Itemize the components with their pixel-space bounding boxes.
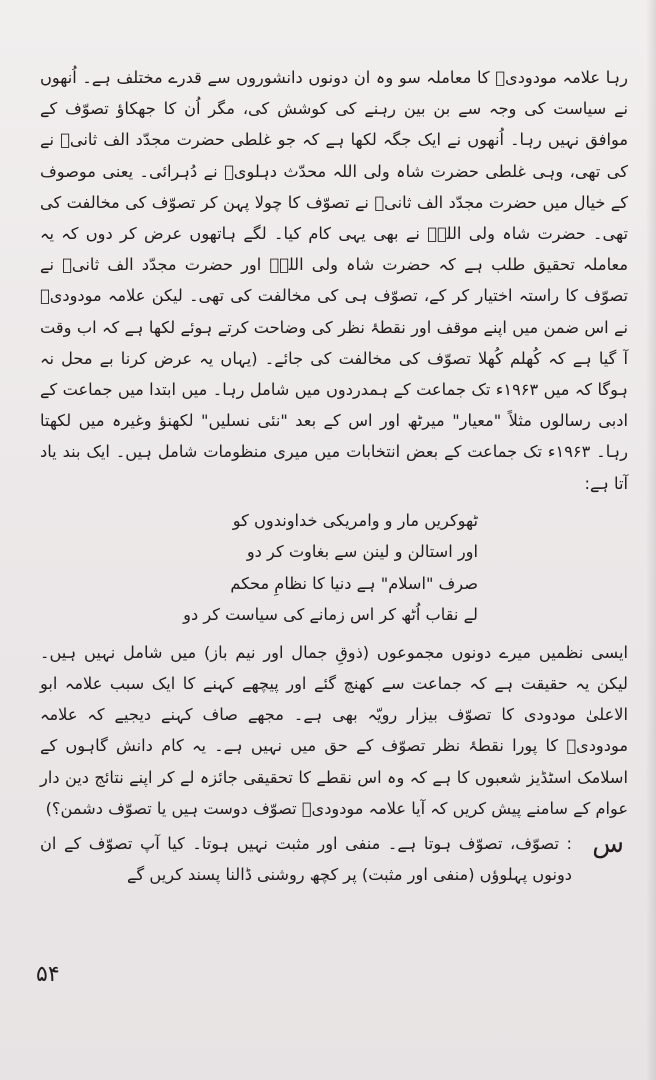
verse-line: اور استالن و لینن سے بغاوت کر دو: [246, 542, 478, 562]
page-number: ۵۴: [36, 962, 60, 987]
verse-line: صرف "اسلام" ہے دنیا کا نظامِ محکم: [230, 573, 478, 593]
question-marker: س: [592, 829, 624, 860]
page-edge-shadow: [646, 0, 656, 1080]
question-text: : تصوّف، تصوّف ہوتا ہے۔ منفی اور مثبت نہیں ہوتا۔ کیا آپ تصوّف کے ان دونوں پہلوؤں (منفی اور مثبت) پر کچھ روشنی ڈالنا پسند کریں گے: [40, 834, 572, 885]
paragraph: ایسی نظمیں میرے دونوں مجموعوں (ذوقِ جمال اور نیم باز) میں شامل نہیں ہیں۔ لیکن یہ حقیقت ہے کہ جماعت سے کھنچ گئے اور پیچھے کہنے کا ایک سبب علامہ ابو الاعلیٰ مودودی کا تصوّف بیزار رویّہ بھی ہے۔ مجھے صاف کہنے دیجیے کہ علامہ مودودیؒ کا پورا نقطۂ نظر تصوّف کے حق میں نہیں ہے۔ یہ کام دانش گاہوں کے اسلامک اسٹڈیز شعبوں کا ہے کہ وہ اس نقطے کا تحقیقی جائزہ لے کر اپنے نتائج دین دار عوام کے سامنے پیش کریں کہ آیا علامہ مودودیؒ تصوّف دوست ہیں یا تصوّف دشمن؟): [40, 642, 628, 818]
page-body: [40, 62, 628, 890]
verse-stanza: [40, 505, 628, 631]
question-block: [40, 828, 628, 890]
paragraph: رہا علامہ مودودیؒ کا معاملہ سو وہ ان دونوں دانشوروں سے قدرے مختلف ہے۔ اُنھوں نے سیاست کی وجہ سے بن بین رہنے کی کوشش کی، مگر اُن کا جھکاؤ تصوّف کے موافق نہیں رہا۔ اُنھوں نے ایک جگہ لکھا ہے کہ جو غلطی حضرت مجدّد الف ثانیؒ نے کی تھی، وہی غلطی حضرت شاہ ولی اللہ محدّث دہلویؒ نے دُہرائی۔ یعنی موصوف کے خیال میں حضرت مجدّد الف ثانیؒ نے تصوّف کا چولا پہن کر تصوّف کی مخالفت کی تھی۔ حضرت شاہ ولی اللہؒ نے بھی یہی کام کیا۔ لگے ہاتھوں عرض کر دوں کہ یہ معاملہ تحقیق طلب ہے کہ حضرت شاہ ولی اللہؒ اور حضرت مجدّد الف ثانیؒ نے تصوّف کا راستہ اختیار کر کے، تصوّف ہی کی مخالفت کی تھی۔ لیکن علامہ مودودیؒ نے اس ضمن میں اپنے موقف اور نقطۂ نظر کی وضاحت کرتے ہوئے لکھا ہے کہ اب وقت آ گیا ہے کہ کُھلم کُھلا تصوّف کی مخالفت کی جائے۔ (یہاں یہ عرض کرنا بے محل نہ ہوگا کہ میں ۱۹۶۳ء تک جماعت کے ہمدردوں میں شامل رہا۔ میں ابتدا میں جماعت کے ادبی رسالوں مثلاً "معیار" میرٹھ اور اس کے بعد "نئی نسلیں" لکھنؤ وغیرہ میں لکھتا رہا۔ ۱۹۶۳ء تک جماعت کے بعض انتخابات میں میری منظومات شامل ہیں۔ ایک بند یاد آتا ہے:: [40, 68, 628, 493]
verse-line: لے نقاب اُٹھ کر اس زمانے کی سیاست کر دو: [183, 605, 478, 625]
verse-line: ٹھوکریں مار و وامریکی خداوندوں کو: [232, 510, 478, 530]
